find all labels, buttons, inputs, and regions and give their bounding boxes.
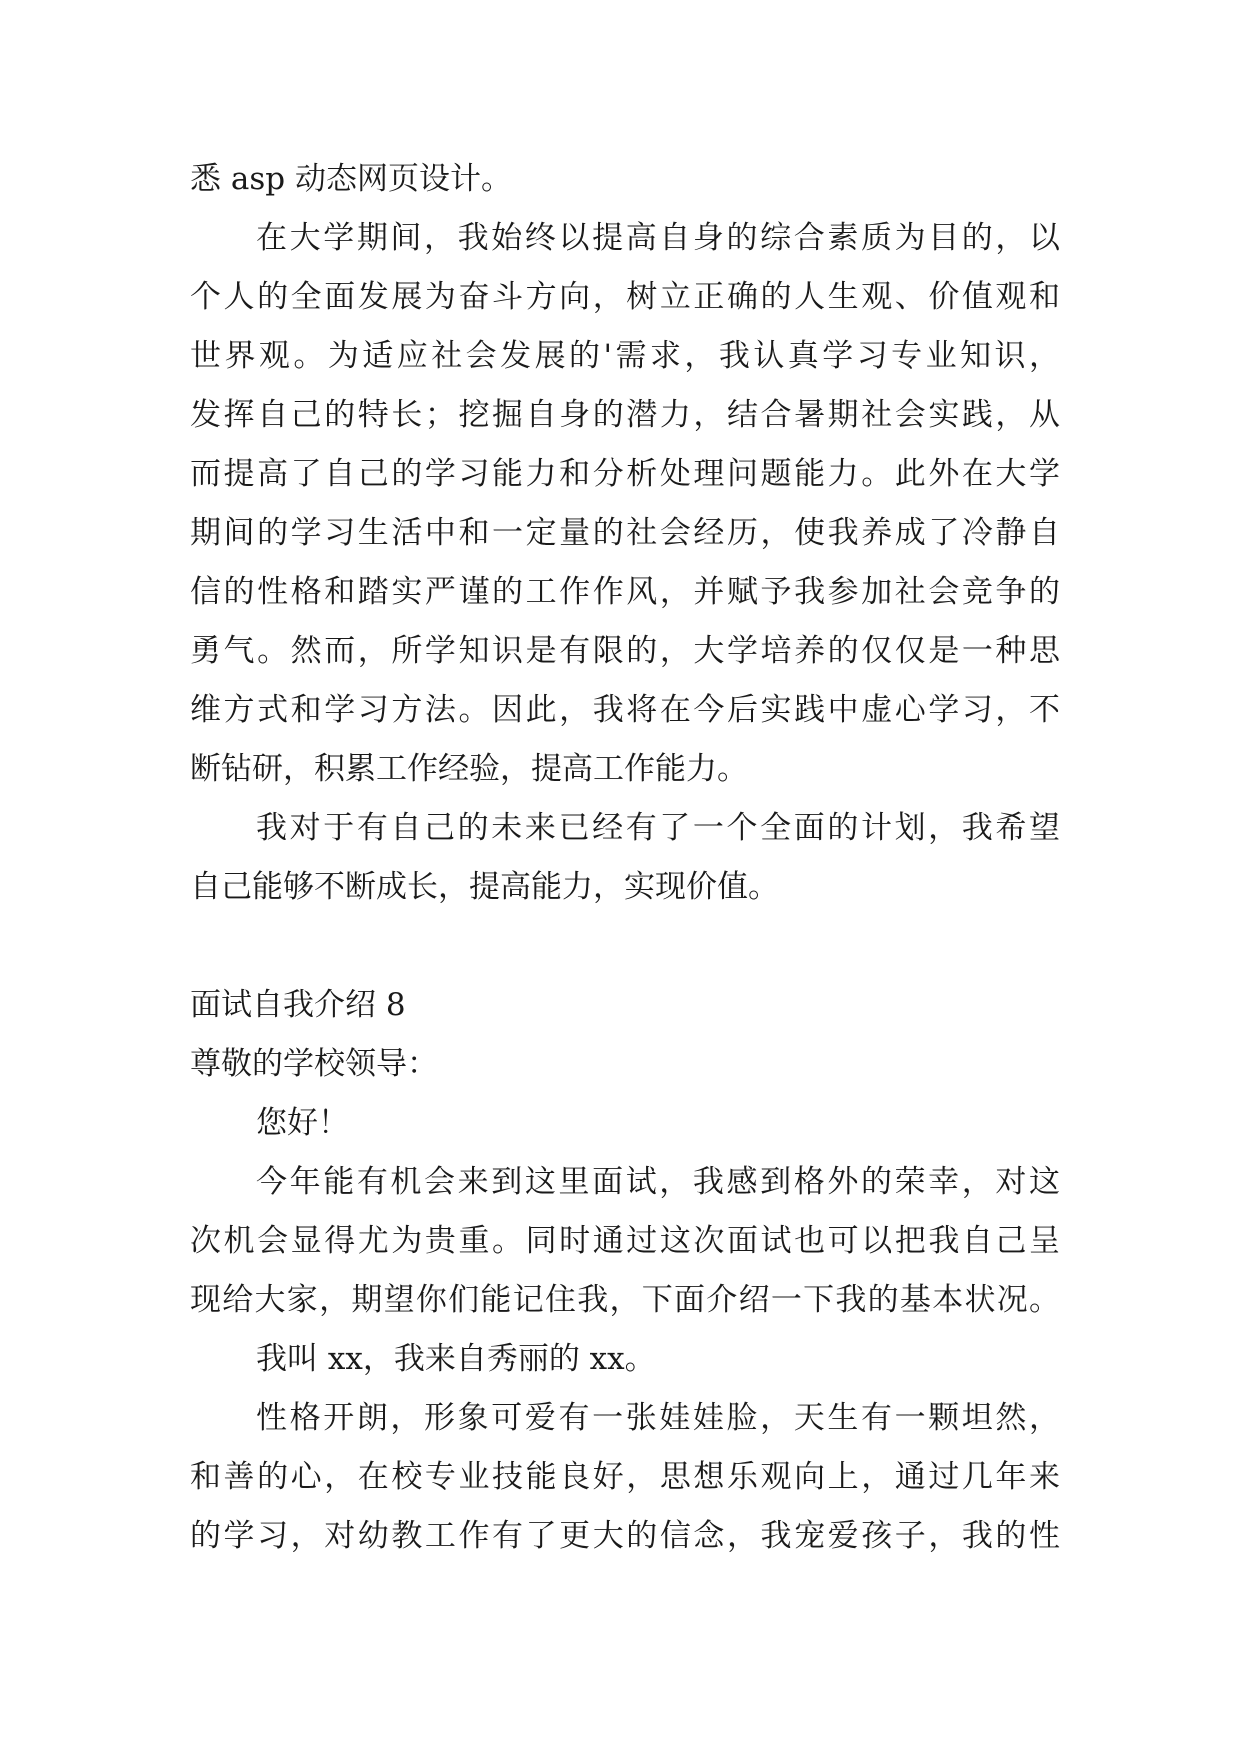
text-line: 次机会显得尤为贵重。同时通过这次面试也可以把我自己呈 (190, 1223, 1060, 1259)
text-line: 自己能够不断成长，提高能力，实现价值。 (190, 869, 779, 905)
text-line: 现给大家，期望你们能记住我，下面介绍一下我的基本状况。 (190, 1282, 1060, 1318)
text-line: 我叫 xx，我来自秀丽的 xx。 (256, 1341, 656, 1377)
paragraph-gap (190, 917, 1060, 976)
text-line: 悉 asp 动态网页设计。 (190, 161, 512, 197)
document-body (190, 150, 1060, 1566)
text-line: 发挥自己的特长；挖掘自身的潜力，结合暑期社会实践，从 (190, 397, 1060, 433)
text-line: 而提高了自己的学习能力和分析处理问题能力。此外在大学 (190, 456, 1060, 492)
text-line: 的学习，对幼教工作有了更大的信念，我宠爱孩子，我的性 (190, 1518, 1060, 1554)
text-line: 今年能有机会来到这里面试，我感到格外的荣幸，对这 (256, 1164, 1060, 1200)
text-line: 维方式和学习方法。因此，我将在今后实践中虚心学习，不 (190, 692, 1060, 728)
text-line: 信的性格和踏实严谨的工作作风，并赋予我参加社会竞争的 (190, 574, 1060, 610)
greeting: 您好！ (256, 1105, 349, 1141)
text-line: 世界观。为适应社会发展的'需求，我认真学习专业知识， (190, 338, 1060, 374)
text-line: 勇气。然而，所学知识是有限的，大学培养的仅仅是一种思 (190, 633, 1060, 669)
section-title: 面试自我介绍 8 (190, 987, 406, 1023)
text-line: 期间的学习生活中和一定量的社会经历，使我养成了冷静自 (190, 515, 1060, 551)
text-line: 性格开朗，形象可爱有一张娃娃脸，天生有一颗坦然， (256, 1400, 1060, 1436)
text-line: 在大学期间，我始终以提高自身的综合素质为目的，以 (256, 220, 1060, 256)
text-line: 个人的全面发展为奋斗方向，树立正确的人生观、价值观和 (190, 279, 1060, 315)
text-line: 断钻研，积累工作经验，提高工作能力。 (190, 751, 748, 787)
text-line: 我对于有自己的未来已经有了一个全面的计划，我希望 (256, 810, 1060, 846)
salutation: 尊敬的学校领导： (190, 1046, 438, 1082)
text-line: 和善的心，在校专业技能良好，思想乐观向上，通过几年来 (190, 1459, 1060, 1495)
